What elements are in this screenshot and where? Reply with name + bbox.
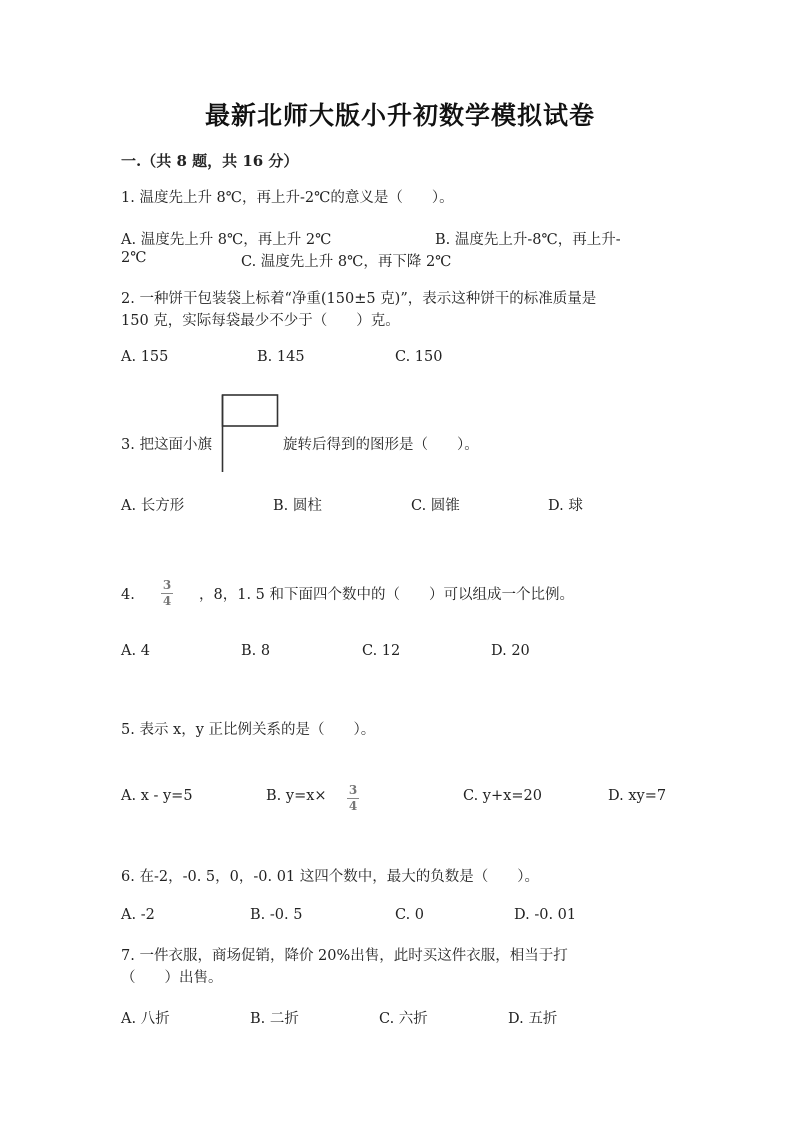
- question-3-option-b: B. 圆柱: [273, 498, 322, 514]
- question-5-option-a: A. x - y=5: [121, 788, 193, 804]
- question-4-number: 4.: [121, 587, 135, 603]
- fraction-numerator: 3: [162, 578, 172, 592]
- question-3-option-c: C. 圆锥: [411, 498, 460, 514]
- flag-figure: [221, 394, 281, 474]
- question-5-stem: 5. 表示 x，y 正比例关系的是（ ）。: [121, 722, 376, 738]
- question-2-stem-line1: 2. 一种饼干包装袋上标着“净重(150±5 克)”，表示这种饼干的标准质量是: [121, 291, 597, 307]
- fraction-denominator: 4: [348, 799, 358, 813]
- question-6-option-a: A. -2: [121, 907, 155, 923]
- question-4-option-a: A. 4: [121, 643, 150, 659]
- question-3-stem-start: 3. 把这面小旗: [121, 437, 212, 453]
- question-5-option-d: D. xy=7: [608, 788, 667, 804]
- question-4-option-d: D. 20: [491, 643, 530, 659]
- question-3-option-d: D. 球: [548, 498, 583, 514]
- question-4-option-c: C. 12: [362, 643, 401, 659]
- question-6-option-d: D. -0. 01: [514, 907, 577, 923]
- question-5-option-b: B. y=x×: [266, 788, 327, 804]
- question-4-fraction: [161, 579, 173, 608]
- question-5-option-b-fraction: [347, 784, 359, 813]
- question-6-option-c: C. 0: [395, 907, 425, 923]
- question-1-option-b-cont: 2℃: [121, 250, 147, 266]
- question-2-option-c: C. 150: [395, 349, 443, 365]
- question-7-option-a: A. 八折: [121, 1011, 170, 1027]
- question-3-option-a: A. 长方形: [121, 498, 185, 514]
- page-title: 最新北师大版小升初数学模拟试卷: [204, 101, 595, 130]
- question-1-option-a: A. 温度先上升 8℃，再上升 2℃: [121, 232, 332, 248]
- question-7-option-b: B. 二折: [250, 1011, 299, 1027]
- question-4-option-b: B. 8: [241, 643, 271, 659]
- question-3-stem-end: 旋转后得到的图形是（ ）。: [283, 437, 479, 453]
- question-5-option-c: C. y+x=20: [463, 788, 542, 804]
- section-heading: 一.（共 8 题，共 16 分）: [121, 152, 299, 170]
- question-6-option-b: B. -0. 5: [250, 907, 303, 923]
- question-7-option-c: C. 六折: [379, 1011, 428, 1027]
- question-2-option-b: B. 145: [257, 349, 305, 365]
- question-7-stem-line1: 7. 一件衣服，商场促销，降价 20%出售，此时买这件衣服，相当于打: [121, 948, 568, 964]
- question-7-option-d: D. 五折: [508, 1011, 558, 1027]
- question-2-stem-line2: 150 克，实际每袋最少不少于（ ）克。: [121, 313, 400, 329]
- question-4-stem: ，8，1. 5 和下面四个数中的（ ）可以组成一个比例。: [199, 587, 575, 603]
- question-7-stem-line2: （ ）出售。: [121, 970, 223, 986]
- question-1-stem: 1. 温度先上升 8℃，再上升-2℃的意义是（ ）。: [121, 190, 454, 206]
- question-2-option-a: A. 155: [121, 349, 169, 365]
- fraction-denominator: 4: [162, 594, 172, 608]
- question-1-option-b: B. 温度先上升-8℃，再上升-: [435, 232, 621, 248]
- question-6-stem: 6. 在-2，-0. 5，0，-0. 01 这四个数中，最大的负数是（ ）。: [121, 869, 540, 885]
- question-1-option-c: C. 温度先上升 8℃，再下降 2℃: [241, 254, 452, 270]
- fraction-numerator: 3: [348, 783, 358, 797]
